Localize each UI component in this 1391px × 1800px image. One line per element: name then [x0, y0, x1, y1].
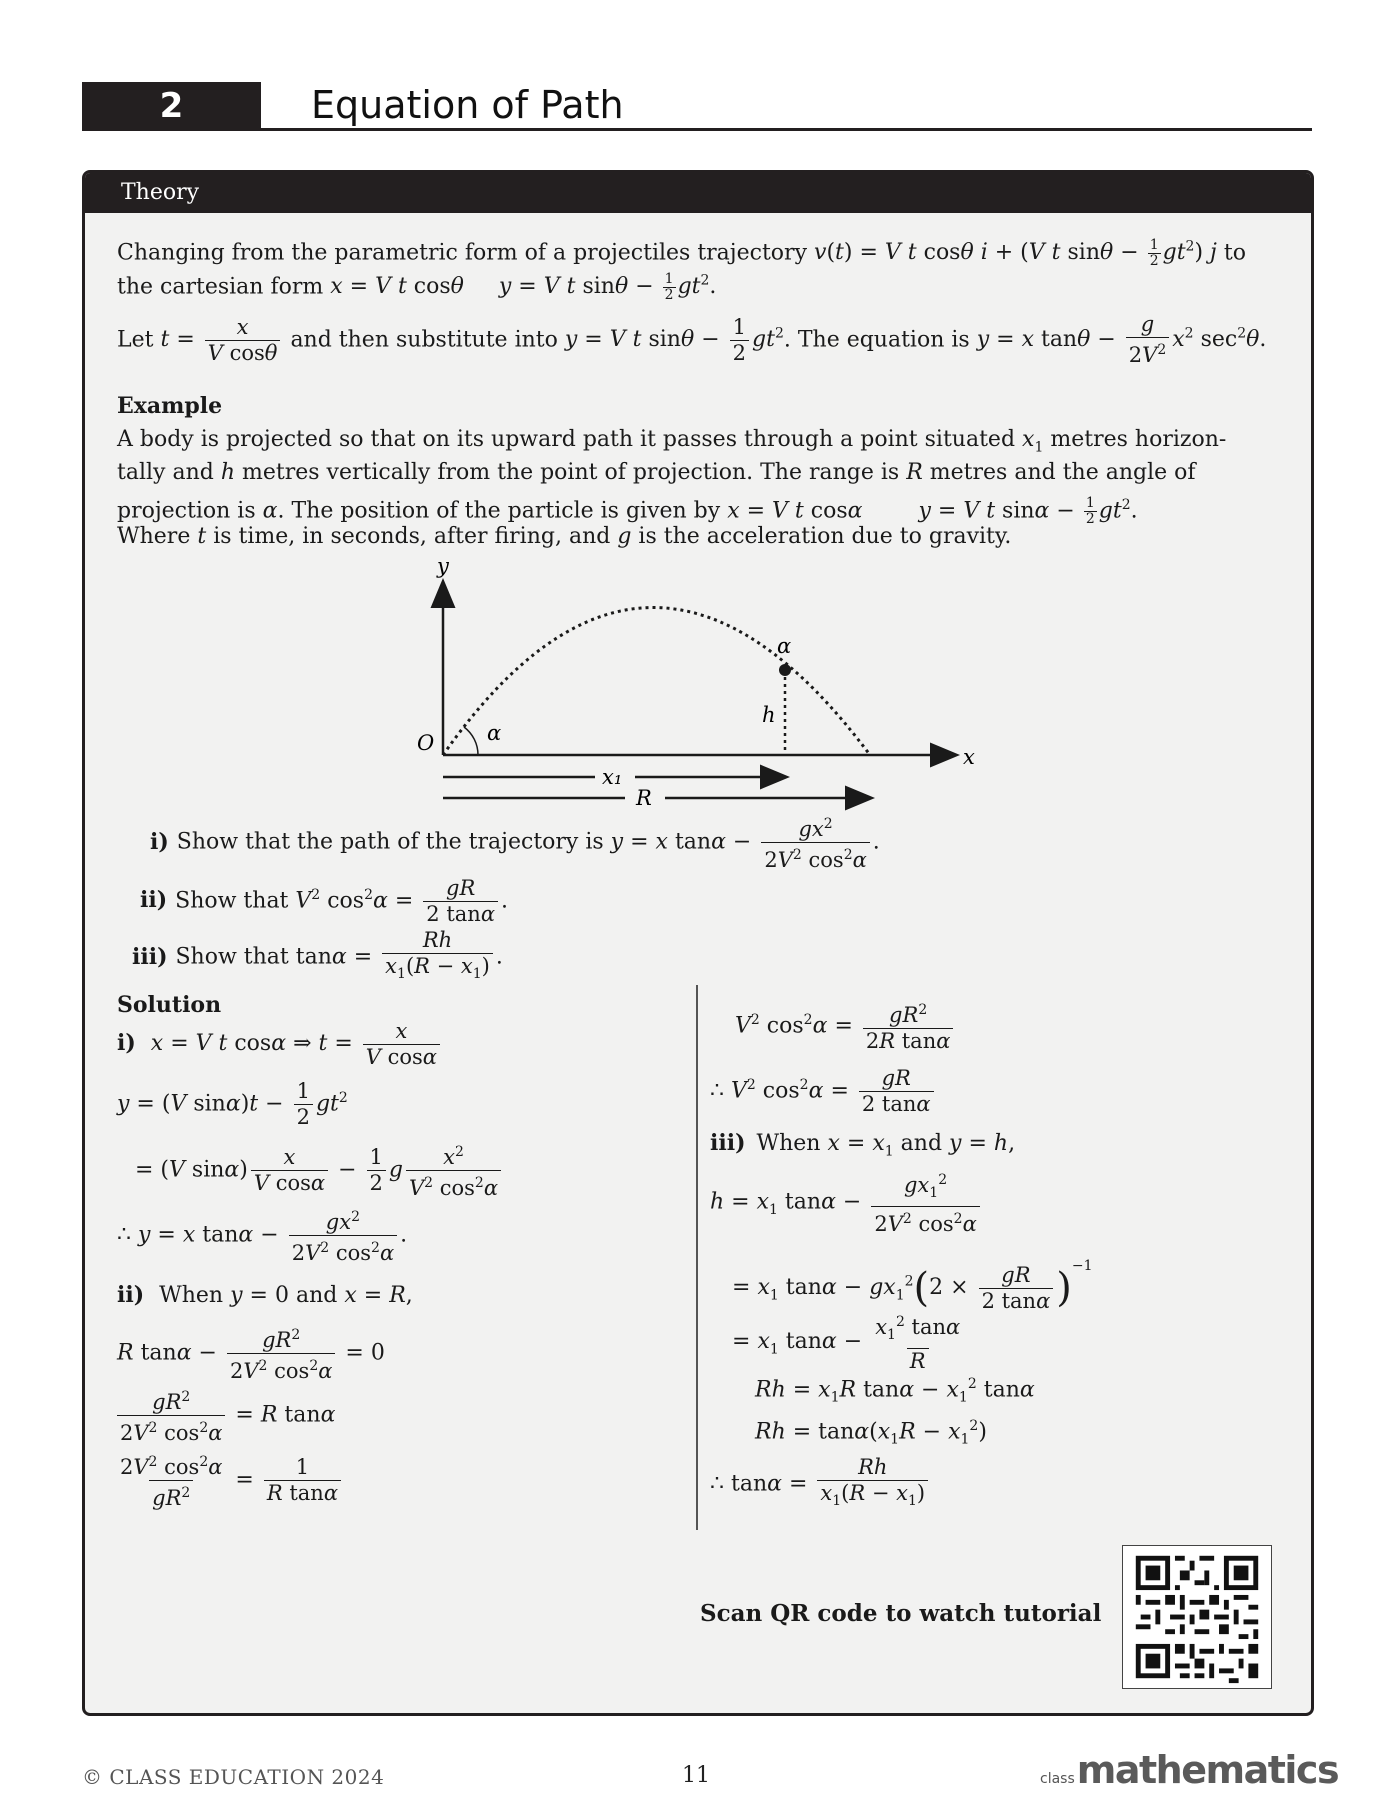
theory-line-1	[117, 231, 1246, 269]
solution-iii-line-7: ∴ tanα = $\frac{Rh}{x_1(R - x_1)}$	[710, 1455, 931, 1514]
theory-text: and then substitute into	[290, 327, 558, 353]
math: y = V t sinθ − $\frac{1}{2}$ $gt^2$	[564, 314, 784, 365]
solution-label: i)	[117, 1030, 136, 1056]
x1-label: x₁	[602, 765, 623, 789]
publisher-logo	[1040, 1748, 1338, 1792]
y-axis-label: y	[437, 555, 449, 578]
solution-iii-line-4: = $x_1$ tanα − $\frac{x_1^2 \tan\alpha}{R}$	[732, 1314, 961, 1374]
solution-ii-line-3: $\frac{gR^2}{2V^2 \cos^2\alpha}$ = R tanα	[117, 1385, 335, 1446]
math: x = V t cosθ y = V t sinθ − $\frac{1}{2}$ $gt^2$.	[330, 270, 717, 303]
question-number: i)	[150, 828, 169, 855]
solution-i-line-3: = (V sinα) $\frac{x}{\text{V cosα}}$ − $\frac{1}{2}$ g $\frac{x^2}{V^2 \cos^2\alpha}$	[135, 1140, 504, 1201]
example-text: tally and	[117, 460, 214, 485]
example-text: Where	[117, 524, 191, 549]
solution-heading: Solution	[117, 992, 222, 1018]
solution-ii-line-6: ∴ $V^2$ $\cos^2\alpha$ = $\frac{gR}{2 \tan\alpha}$	[710, 1060, 937, 1117]
question-2: ii) Show that $V^2$ $\cos^2\alpha$ = $\frac{gR}{2 \tan\alpha}$ .	[140, 875, 508, 926]
logo-big-text: mathematics	[1076, 1748, 1339, 1792]
solution-ii-line-5: $V^2$ $\cos^2\alpha$ = $\frac{gR^2}{\text{2R tanα}}$	[735, 995, 956, 1054]
solution-i-line-4: ∴ y = x tanα − $\frac{gx^2}{2V^2 \cos^2\alpha}$ .	[117, 1209, 408, 1265]
question-text: Show that	[175, 888, 289, 914]
solution-iii-line-6: $Rh = \tan\alpha(x_1R - x_1^2)$	[755, 1418, 987, 1448]
solution-text: When	[159, 1283, 224, 1308]
solution-label: iii)	[710, 1130, 746, 1156]
header-rule	[82, 128, 1312, 131]
angle-label: α	[487, 721, 502, 745]
solution-ii-line-1: ii) When y = 0 and x = R,	[117, 1282, 413, 1308]
section-title: Equation of Path	[311, 83, 624, 127]
math: y = x tanθ − $\frac{g}{2V^2}$ $x^2$ $\sec^2\theta$.	[976, 312, 1267, 368]
theory-heading: Theory	[85, 173, 1311, 213]
solution-i-line-1: i) x = V t cosα ⇒ t = $\frac{x}{\text{V cosα}}$	[117, 1018, 443, 1070]
theory-text: . The equation is	[783, 327, 970, 353]
example-text: metres horizon-	[1050, 427, 1227, 452]
question-number: ii)	[140, 887, 168, 914]
example-line-1: A body is projected so that on its upward path it passes through a point situated $x_1$ metres horizon-	[117, 427, 1227, 456]
section-number: 2	[82, 82, 261, 129]
question-3: iii) Show that tanα = $\frac{Rh}{x_1(R - x_1)}$ .	[132, 928, 503, 987]
trajectory-diagram	[380, 555, 1000, 815]
example-line-2: tally and h metres vertically from the point of projection. The range is R metres and the angle of	[117, 460, 1196, 485]
theory-line-3	[117, 309, 1266, 368]
solution-iii-line-1: iii) When $x = x_1$ and y = h,	[710, 1130, 1016, 1160]
solution-text: When	[756, 1131, 821, 1156]
logo-small-text: class	[1040, 1771, 1075, 1787]
example-text: is the acceleration due to gravity.	[638, 524, 1012, 549]
theory-text: Changing from the parametric form of a projectiles trajectory	[117, 240, 807, 266]
question-text: Show that	[175, 944, 289, 970]
example-line-4: Where t is time, in seconds, after firing, and g is the acceleration due to gravity.	[117, 524, 1012, 549]
solution-iii-line-3: = $x_1$ $\tan\alpha - gx_1^2(2$ × $\frac{gR}{2 \tan\alpha}$ )$^{-1}$	[732, 1258, 1093, 1313]
question-number: iii)	[132, 943, 168, 970]
qr-code[interactable]	[1122, 1545, 1272, 1689]
solution-text: and	[900, 1131, 943, 1156]
angle-arc	[464, 727, 478, 755]
page-number: 11	[682, 1763, 710, 1788]
theory-line-2	[117, 265, 716, 303]
point-marker	[779, 664, 791, 676]
column-divider	[696, 985, 698, 1530]
solution-label: ii)	[117, 1282, 145, 1308]
example-text: . The position of the particle is given by	[277, 498, 721, 524]
solution-i-line-2: y = (V sinα)t − $\frac{1}{2}$ $gt^2$	[117, 1078, 348, 1129]
origin-label: O	[417, 731, 435, 755]
solution-text: and	[295, 1283, 338, 1308]
trajectory-path	[443, 608, 870, 756]
math: v(t) = V t cosθ i + (V t sinθ − $\frac{1}{2}$ $gt^2$) j	[814, 236, 1217, 269]
example-line-3: projection is α. The position of the particle is given by x = V t cosα y = V t sinα − $\frac{1}{2}$ $gt^2$.	[117, 494, 1138, 527]
theory-text: Let	[117, 327, 154, 353]
theory-text: the cartesian form	[117, 274, 324, 300]
question-1: i) Show that the path of the trajectory is y = x tanα − $\frac{gx^2}{2V^2 \cos^2\alpha}$ .	[150, 816, 880, 872]
example-text: is time, in seconds, after firing, and	[213, 524, 611, 549]
example-text: metres vertically from the point of projection. The range is	[242, 460, 900, 485]
qr-pattern	[1123, 1546, 1271, 1688]
example-text: A body is projected so that on its upward path it passes through a point situated	[117, 427, 1016, 452]
footer-copyright: © CLASS EDUCATION 2024	[82, 1765, 385, 1789]
solution-iii-line-2: $h = x_1$ tanα − $\frac{gx_1^2}{2V^2 \cos^2\alpha}$	[710, 1168, 983, 1237]
theory-text: to	[1223, 240, 1246, 266]
example-text: metres and the angle of	[929, 460, 1196, 485]
range-label: R	[636, 786, 652, 810]
example-heading: Example	[117, 393, 223, 419]
solution-iii-line-5: $Rh = x_1R$ $\tan\alpha - x_1^2$ tanα	[755, 1376, 1035, 1406]
solution-ii-line-2: R tanα − $\frac{gR^2}{2V^2 \cos^2\alpha}$ = 0	[117, 1327, 385, 1383]
math: t = $\frac{x}{\text{V cosθ}}$	[160, 327, 283, 352]
solution-ii-line-4: $\frac{2V^2 \cos^2\alpha}{gR^2}$ = $\frac{1}{\text{R tanα}}$	[117, 1450, 344, 1511]
height-label: h	[762, 703, 776, 727]
example-text: projection is	[117, 498, 256, 524]
question-text: Show that the path of the trajectory is	[176, 829, 604, 855]
point-label: α	[777, 634, 792, 658]
x-axis-label: x	[963, 745, 975, 769]
qr-caption: Scan QR code to watch tutorial	[700, 1600, 1102, 1627]
